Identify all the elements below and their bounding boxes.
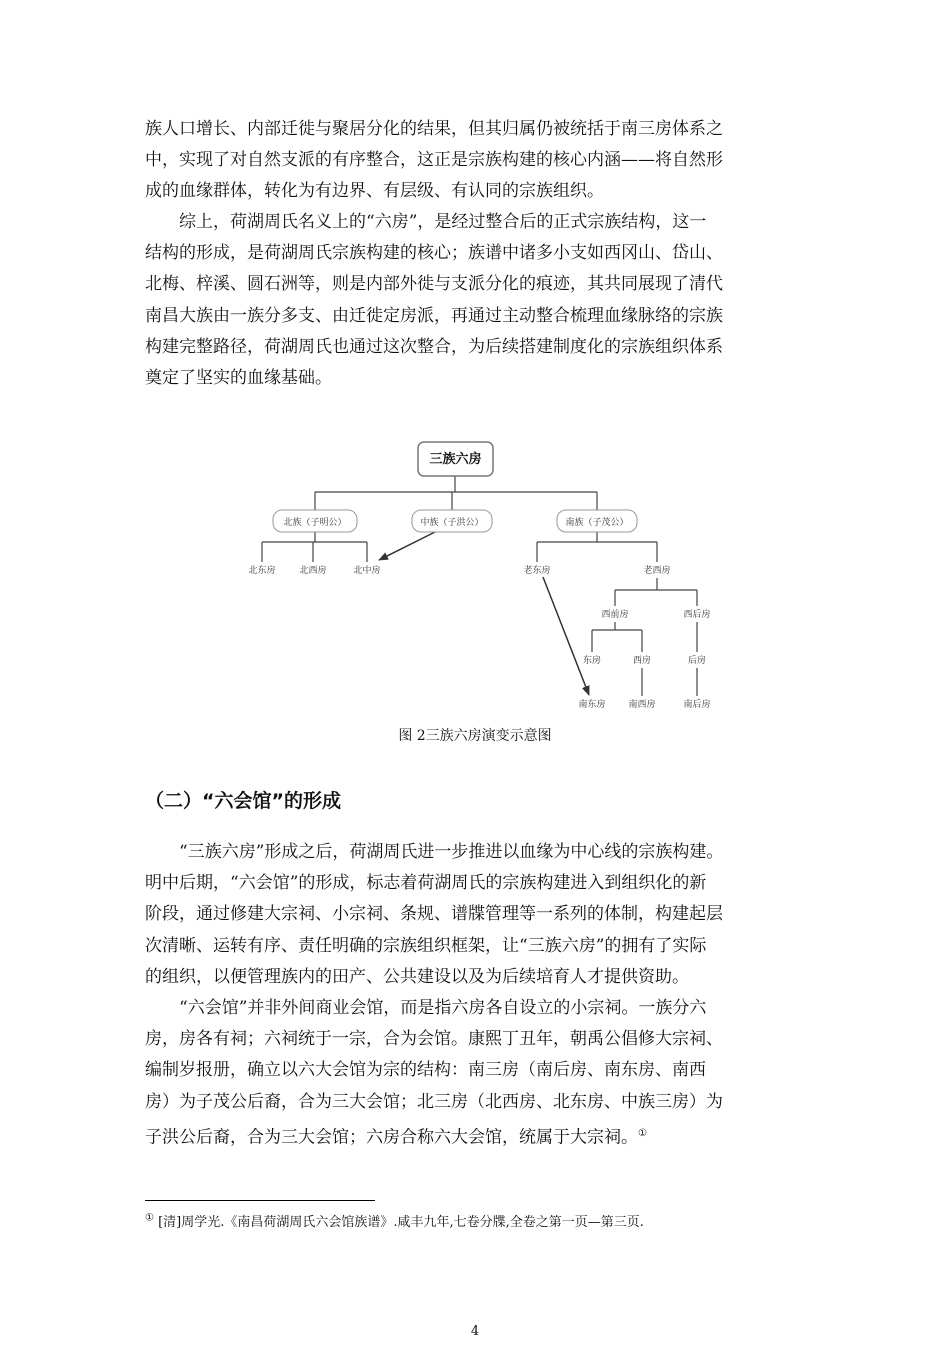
old-east-label: 老东房 (523, 566, 551, 576)
middle-label: 中族（子洪公） (420, 518, 484, 528)
west-label: 西房 (632, 656, 652, 666)
section-heading: （二）“六会馆”的形成 (145, 790, 341, 812)
text-line: “三族六房”形成之后，荷湖周氏进一步推进以血缘为中心线的宗族构建。 (145, 842, 724, 862)
text-line: 北梅、梓溪、圆石洲等，则是内部外徙与支派分化的痕迹，其共同展现了清代 (145, 274, 723, 295)
text-line: 的组织，以便管理族内的田产、公共建设以及为后续培育人才提供资助。 (145, 966, 689, 987)
paragraph-4 (145, 993, 815, 1149)
text-line: 房）为子茂公后裔，合为三大会馆；北三房（北西房、北东房、中族三房）为 (145, 1091, 723, 1112)
text-line: 阶段，通过修建大宗祠、小宗祠、条规、谱牒管理等一系列的体制，构建起层 (145, 904, 723, 925)
text-line: 综上，荷湖周氏名义上的“六房”，是经过整合后的正式宗族结构，这一 (145, 212, 707, 232)
south-east-label: 南东房 (578, 700, 606, 710)
south-west-label: 南西房 (628, 700, 656, 710)
south-label: 南族（子茂公） (565, 518, 629, 528)
footnote (145, 1211, 644, 1230)
back-label: 后房 (687, 656, 707, 666)
old-west-label: 老西房 (643, 566, 671, 576)
text-line: 南昌大族由一族分多支、由迁徙定房派，再通过主动整合梳理血缘脉络的宗族 (145, 305, 723, 326)
text-line (145, 1118, 815, 1149)
text-line: 族人口增长、内部迁徙与聚居分化的结果，但其归属仍被统括于南三房体系之 (145, 119, 723, 139)
north-middle-label: 北中房 (353, 566, 381, 576)
footnote-text: [清]周学光.《南昌荷湖周氏六会馆族谱》.咸丰九年,七卷分牒,全卷之第一页—第三页. (153, 1215, 644, 1230)
north-label: 北族（子明公） (283, 518, 347, 528)
text-line: 编制岁报册，确立以六大会馆为宗的结构：南三房（南后房、南东房、南西 (145, 1060, 706, 1081)
paragraph-3 (145, 837, 815, 993)
figure-caption: 图 2三族六房演变示意图 (398, 728, 552, 744)
page-number: 4 (470, 1324, 480, 1339)
west-front-label: 西前房 (601, 610, 629, 620)
north-west-label: 北西房 (299, 566, 327, 576)
footnote-reference[interactable]: ① (638, 1127, 647, 1139)
west-back-label: 西后房 (683, 610, 711, 620)
text-line: “六会馆”并非外间商业会馆，而是指六房各自设立的小宗祠。一族分六 (145, 998, 707, 1018)
text-line: 构建完整路径，荷湖周氏也通过这次整合，为后续搭建制度化的宗族组织体系 (145, 336, 723, 357)
connector-lines (262, 476, 697, 696)
text-line: 成的血缘群体，转化为有边界、有层级、有认同的宗族组织。 (145, 181, 604, 202)
paragraph-2 (145, 207, 815, 394)
footnote-mark: ① (145, 1212, 154, 1224)
root-label: 三族六房 (429, 452, 482, 467)
text-line: 房，房各有祠；六祠统于一宗，合为会馆。康熙丁丑年，朝禹公倡修大宗祠、 (145, 1029, 723, 1050)
text-line: 结构的形成，是荷湖周氏宗族构建的核心；族谱中诸多小支如西冈山、岱山、 (145, 243, 723, 264)
south-back-label: 南后房 (683, 700, 711, 710)
east-label: 东房 (582, 656, 602, 666)
text-line: 奠定了坚实的血缘基础。 (145, 367, 332, 388)
text-line: 明中后期，“六会馆”的形成，标志着荷湖周氏的宗族构建进入到组织化的新 (145, 873, 707, 894)
paragraph-1 (145, 114, 815, 208)
north-east-label: 北东房 (248, 566, 276, 576)
arrow-middle-to-north (379, 532, 435, 560)
footnote-separator (145, 1200, 375, 1201)
text-line: 中，实现了对自然支派的有序整合，这正是宗族构建的核心内涵——将自然形 (145, 150, 723, 171)
text-line-content: 子洪公后裔，合为三大会馆；六房合称六大会馆，统属于大宗祠。 (145, 1127, 638, 1148)
arrow-old-east-to-south-east (543, 577, 589, 695)
text-line: 次清晰、运转有序、责任明确的宗族组织框架，让“三族六房”的拥有了实际 (145, 935, 707, 956)
lineage-diagram (240, 430, 720, 720)
